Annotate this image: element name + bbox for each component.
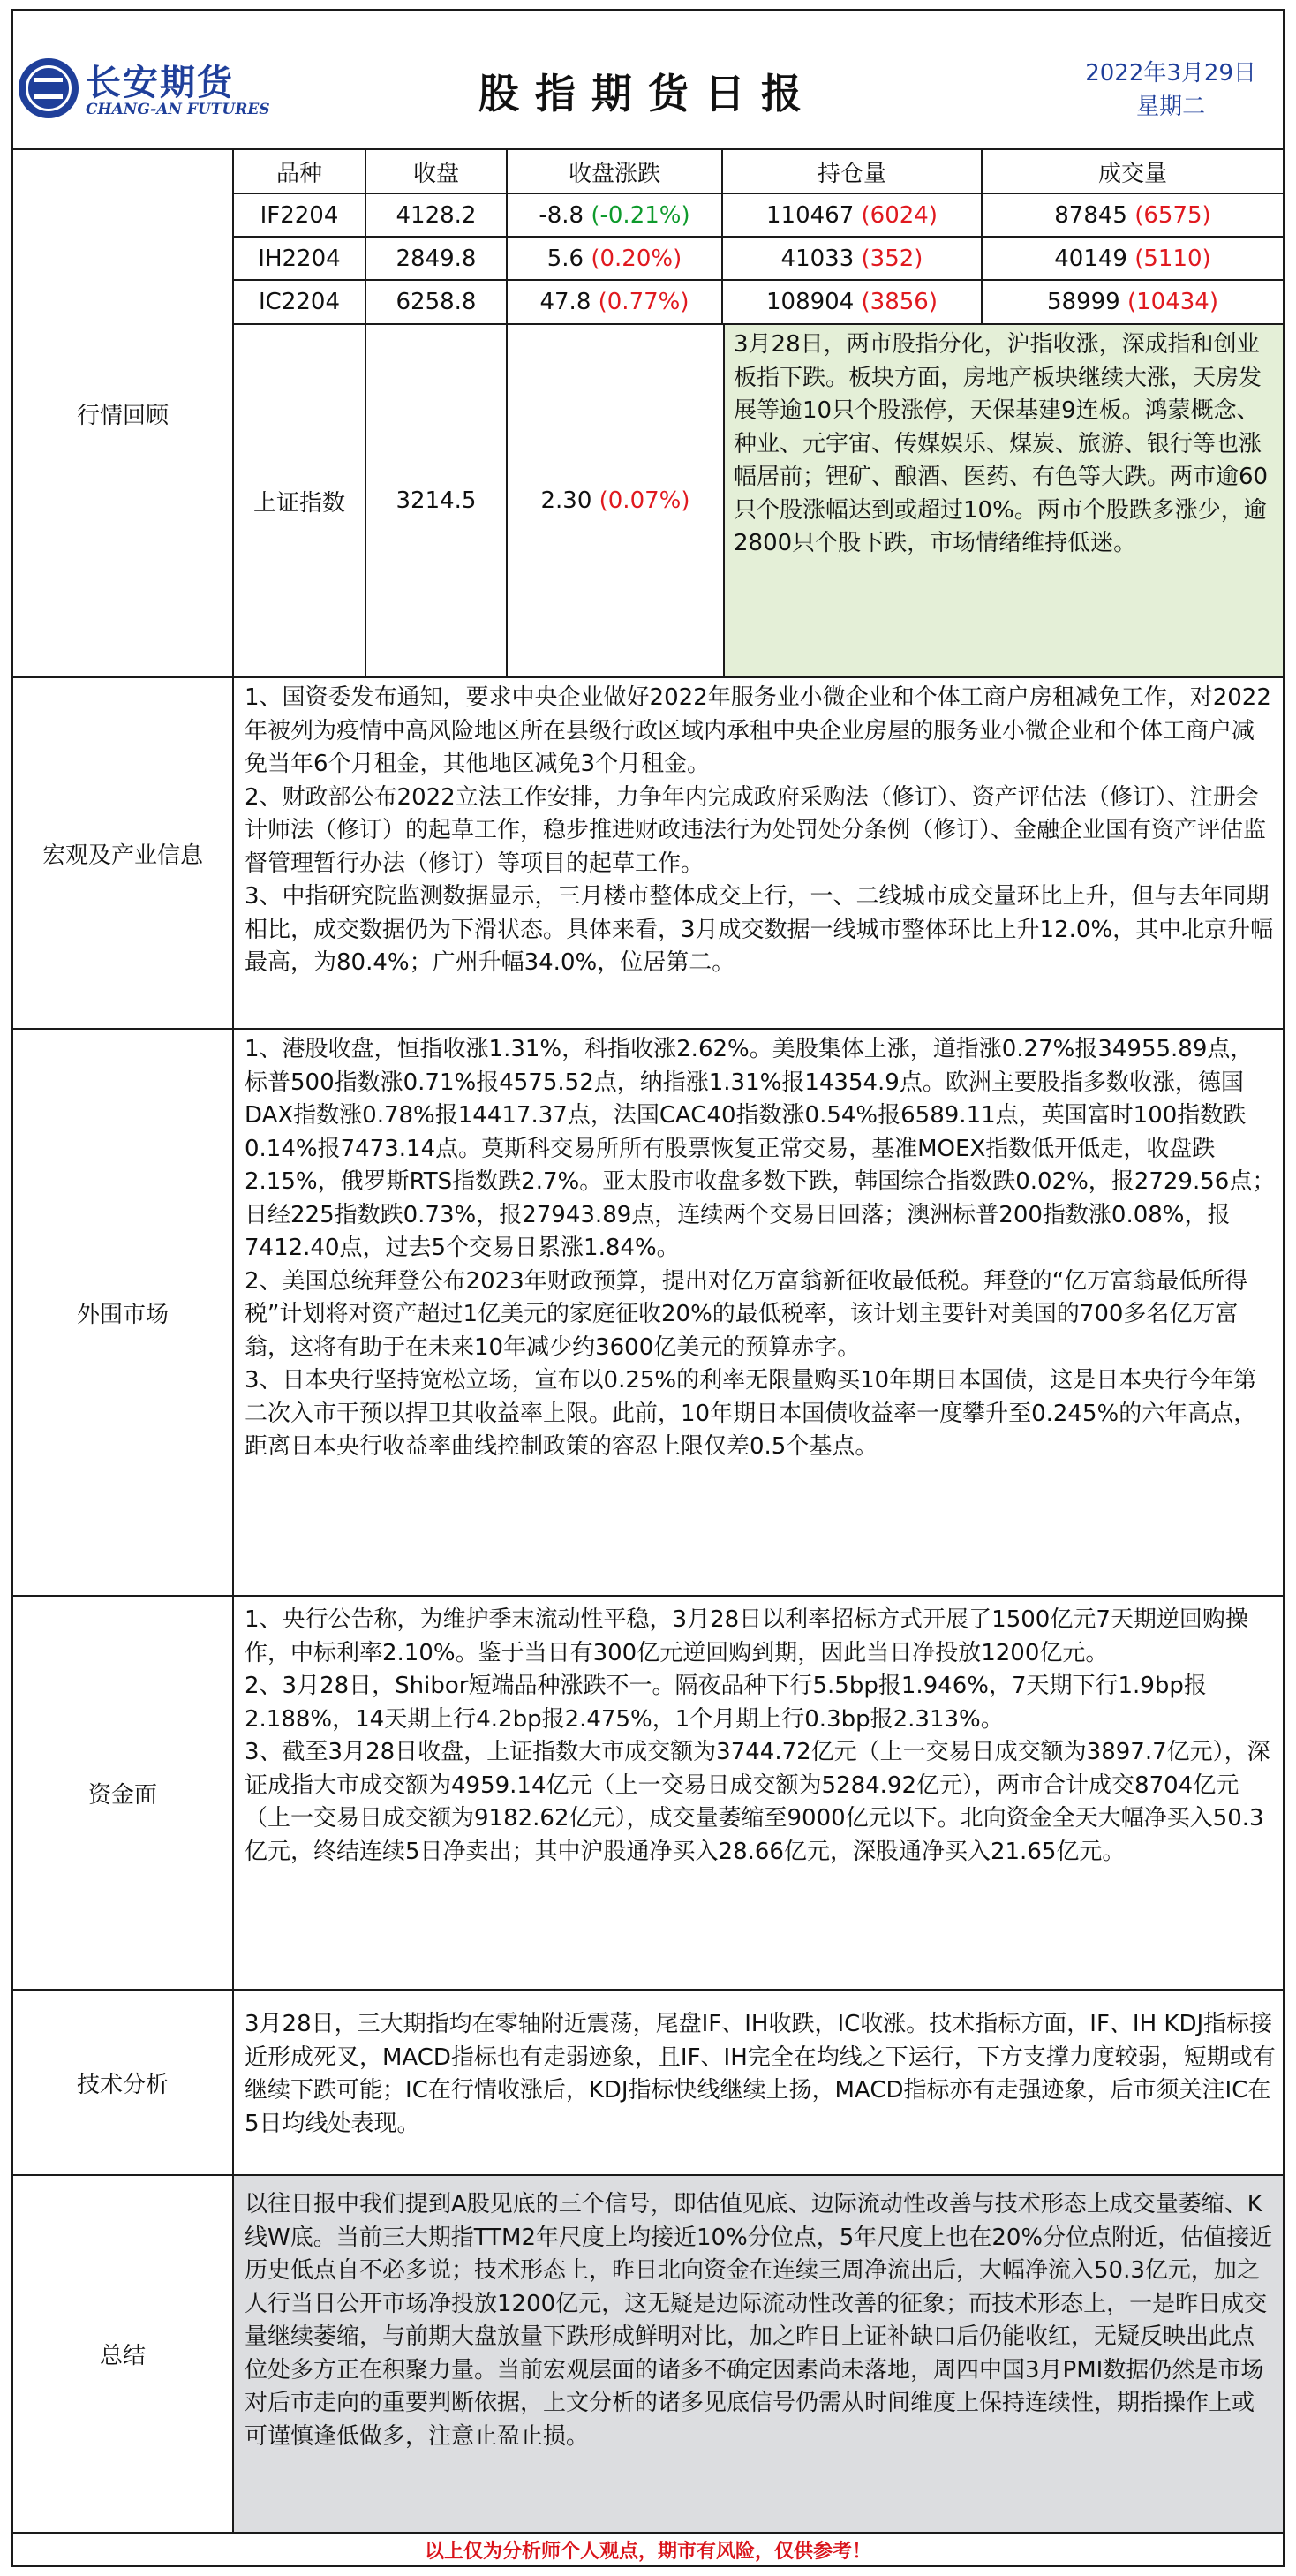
volume-change: (10434) <box>1126 289 1218 315</box>
volume: 58999 (10434) <box>983 281 1283 325</box>
contract-name: IC2204 <box>234 281 366 325</box>
table-header-row <box>234 150 1283 194</box>
report-date: 2022年3月29日 <box>1085 60 1256 87</box>
foreign-paragraph: 2、美国总统拜登公布2023年财政预算，提出对亿万富翁新征收最低税。拜登的“亿万富翁最低所得税”计划将对资产超过1亿美元的家庭征收20%的最低税率，该计划主要针对美国的700多名亿万富翁，这将有助于在未来10年减少约3600亿美元的预算赤字。 <box>245 1267 1248 1361</box>
macro-paragraph: 1、国资委发布通知，要求中央企业做好2022年服务业小微企业和个体工商户房租减免工作，对2022年被列为疫情中高风险地区所在县级行政区域内承租中央企业房屋的服务业小微企业和个体工商户减免当年6个月租金，其他地区减免3个月租金。 <box>245 684 1271 777</box>
table-row <box>234 281 1283 325</box>
summary-section <box>11 2176 1285 2534</box>
index-name: 上证指数 <box>234 325 366 676</box>
disclaimer-footer: 以上仅为分析师个人观点，期市有风险，仅供参考！ <box>11 2534 1285 2567</box>
close-price: 6258.8 <box>366 281 508 325</box>
price-change-pct: (0.77%) <box>598 289 689 315</box>
close-price: 4128.2 <box>366 194 508 238</box>
macro-label: 宏观及产业信息 <box>13 678 234 1028</box>
open-interest-change: (3856) <box>861 289 938 315</box>
contract-name: IF2204 <box>234 194 366 238</box>
market-review-section <box>11 150 1285 678</box>
market-table <box>234 150 1283 676</box>
summary-paragraph: 以往日报中我们提到A股见底的三个信号，即估值见底、边际流动性改善与技术形态上成交量萎缩、K线W底。当前三大期指TTM2年尺度上均接近10%分位点，5年尺度上也在20%分位点附近，估值接近历史低点自不必多说；技术形态上，昨日北向资金在连续三周净流出后，大幅净流入50.3亿元，加之人行当日公开市场净投放1200亿元，这无疑是边际流动性改善的征象；而技术形态上，一是昨日成交量继续萎缩，与前期大盘放量下跌形成鲜明对比，加之昨日上证补缺口后仍能收红，无疑反映出此点位处多方正在积聚力量。当前宏观层面的诸多不确定因素尚未落地，周四中国3月PMI数据仍然是市场对后市走向的重要判断依据，上文分析的诸多见底信号仍需从时间维度上保持连续性，期指操作上或可谨慎逢低做多，注意止盈止损。 <box>245 2191 1273 2450</box>
funds-body <box>234 1597 1283 1872</box>
price-change: -8.8 (-0.21%) <box>508 194 723 238</box>
open-interest: 108904 (3856) <box>723 281 983 325</box>
table-row <box>234 194 1283 238</box>
price-change-pct: (0.20%) <box>591 245 682 272</box>
technical-paragraph: 3月28日，三大期指均在零轴附近震荡，尾盘IF、IH收跌，IC收涨。技术指标方面，IF、IH KDJ指标接近形成死叉，MACD指标也有走弱迹象，且IF、IH完全在均线之下运行，下方支撑力度较弱，短期或有继续下跌可能；IC在行情收涨后，KDJ指标快线继续上扬，MACD指标亦有走强迹象，后市须关注IC在5日均线处表现。 <box>245 2011 1276 2137</box>
table-row <box>234 238 1283 281</box>
report-title: 股指期货日报 <box>478 70 818 117</box>
foreign-paragraph: 1、港股收盘，恒指收涨1.31%，科指收涨2.62%。美股集体上涨，道指涨0.27%报34955.89点，标普500指数涨0.71%报4575.52点，纳指涨1.31%报14354.9点。欧洲主要股指多数收涨，德国DAX指数涨0.78%报14417.37点，法国CAC40指数涨0.54%报6589.11点，英国富时100指数跌0.14%报7473.14点。莫斯科交易所所有股票恢复正常交易，基准MOEX指数低开低走，收盘跌2.15%，俄罗斯RTS指数跌2.7%。亚太股市收盘多数下跌，韩国综合指数跌0.02%，报2729.56点；日经225指数跌0.73%，报27943.89点，连续两个交易日回落；澳洲标普200指数涨0.08%，报7412.40点，过去5个交易日累涨1.84%。 <box>245 1036 1276 1261</box>
foreign-markets-section <box>11 1030 1285 1597</box>
funds-paragraph: 2、3月28日，Shibor短端品种涨跌不一。隔夜品种下行5.5bp报1.946%，7天期下行1.9bp报2.188%，14天期上行4.2bp报2.475%，1个月期上行0.3bp报2.313%。 <box>245 1673 1207 1733</box>
funds-paragraph: 1、央行公告称，为维护季末流动性平稳，3月28日以利率招标方式开展了1500亿元7天期逆回购操作，中标利率2.10%。鉴于当日有300亿元逆回购到期，因此当日净投放1200亿元。 <box>245 1606 1248 1666</box>
col-header-open-interest: 持仓量 <box>723 150 983 194</box>
price-change: 47.8 (0.77%) <box>508 281 723 325</box>
open-interest: 110467 (6024) <box>723 194 983 238</box>
technical-analysis-section <box>11 1991 1285 2176</box>
open-interest-change: (352) <box>861 245 923 272</box>
volume: 87845 (6575) <box>983 194 1283 238</box>
price-change-pct: (-0.21%) <box>591 201 690 229</box>
foreign-markets-body <box>234 1030 1283 1468</box>
macro-section <box>11 678 1285 1030</box>
index-change: 2.30 (0.07%) <box>540 487 690 514</box>
price-change: 5.6 (0.20%) <box>508 238 723 281</box>
col-header-name: 品种 <box>234 150 366 194</box>
volume-change: (5110) <box>1134 245 1211 272</box>
logo-chinese-name: 长安期货 <box>86 63 234 103</box>
report-header <box>11 9 1285 150</box>
funds-section <box>11 1597 1285 1991</box>
open-interest-change: (6024) <box>861 201 938 229</box>
report-date-block <box>1085 57 1256 124</box>
daily-report <box>11 9 1285 2567</box>
macro-paragraph: 3、中指研究院监测数据显示，三月楼市整体成交上行，一、二线城市成交量环比上升，但与去年同期相比，成交数据仍为下滑状态。具体来看，3月成交数据一线城市整体环比上升12.0%，其中北京升幅最高，为80.4%；广州升幅34.0%，位居第二。 <box>245 883 1274 976</box>
volume: 40149 (5110) <box>983 238 1283 281</box>
open-interest: 41033 (352) <box>723 238 983 281</box>
summary-label: 总结 <box>13 2176 234 2532</box>
report-weekday: 星期二 <box>1136 94 1206 120</box>
col-header-change: 收盘涨跌 <box>508 150 723 194</box>
col-header-volume: 成交量 <box>983 150 1283 194</box>
summary-body <box>234 2176 1283 2532</box>
technical-analysis-label: 技术分析 <box>13 1991 234 2174</box>
logo-english-name: CHANG-AN FUTURES <box>86 101 270 118</box>
close-price: 2849.8 <box>366 238 508 281</box>
market-commentary: 3月28日，两市股指分化，沪指收涨，深成指和创业板指下跌。板块方面，房地产板块继续大涨，天房发展等逾10只个股涨停，天保基建9连板。鸿蒙概念、种业、元宇宙、传媒娱乐、煤炭、旅游、银行等也涨幅居前；锂矿、酿酒、医药、有色等大跌。两市逾60只个股涨幅达到或超过10%。两市个股跌多涨少，逾2800只个股下跌，市场情绪维持低迷。 <box>723 325 1283 676</box>
funds-label: 资金面 <box>13 1597 234 1989</box>
technical-analysis-body <box>234 1991 1283 2144</box>
macro-body <box>234 678 1283 984</box>
foreign-markets-label: 外围市场 <box>13 1030 234 1595</box>
contract-name: IH2204 <box>234 238 366 281</box>
volume-change: (6575) <box>1134 201 1211 229</box>
index-change-pct: (0.07%) <box>599 487 690 514</box>
market-review-label: 行情回顾 <box>13 150 234 676</box>
funds-paragraph: 3、截至3月28日收盘，上证指数大市成交额为3744.72亿元（上一交易日成交额为3897.7亿元），深证成指大市成交额为4959.14亿元（上一交易日成交额为5284.92亿元），两市合计成交8704亿元（上一交易日成交额为9182.62亿元），成交量萎缩至9000亿元以下。北向资金全天大幅净买入50.3亿元，终结连续5日净卖出；其中沪股通净买入28.66亿元，深股通净买入21.65亿元。 <box>245 1739 1270 1865</box>
macro-paragraph: 2、财政部公布2022立法工作安排，力争年内完成政府采购法（修订）、资产评估法（修订）、注册会计师法（修订）的起草工作，稳步推进财政违法行为处罚处分条例（修订）、金融企业国有资产评估监督管理暂行办法（修订）等项目的起草工作。 <box>245 783 1267 877</box>
col-header-close: 收盘 <box>366 150 508 194</box>
foreign-paragraph: 3、日本央行坚持宽松立场，宣布以0.25%的利率无限量购买10年期日本国债，这是日本央行今年第二次入市干预以捍卫其收益率上限。此前，10年期日本国债收益率一度攀升至0.245%的六年高点，距离日本央行收益率曲线控制政策的容忍上限仅差0.5个基点。 <box>245 1367 1257 1460</box>
index-close: 3214.5 <box>366 325 508 676</box>
